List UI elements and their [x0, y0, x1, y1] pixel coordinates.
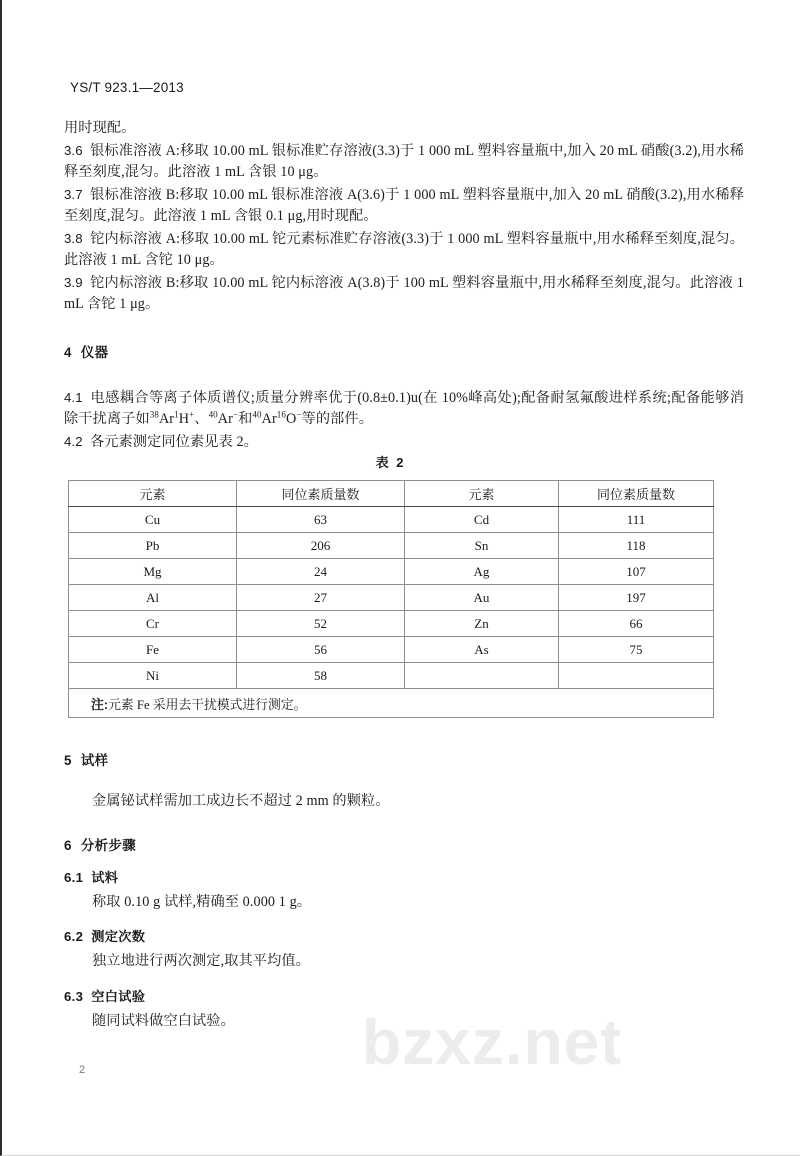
- cell-mass-1: 56: [237, 637, 405, 663]
- subsection-6-3-body: 随同试料做空白试验。: [92, 1012, 235, 1029]
- clause-3-8-text: 铊内标溶液 A:移取 10.00 mL 铊元素标准贮存溶液(3.3)于 1 000 mL 塑料容量瓶中,用水稀释至刻度,混匀。此溶液 1 mL 含铊 10 μg。: [64, 230, 745, 268]
- clause-3-7-number: 3.7: [64, 186, 83, 202]
- column-header-element-2: 元素: [405, 481, 559, 507]
- page-header: [70, 80, 184, 95]
- clause-3-9-text: 铊内标溶液 B:移取 10.00 mL 铊内标溶液 A(3.8)于 100 mL 塑料容量瓶中,用水稀释至刻度,混匀。此溶液 1 mL 含铊 1 μg。: [64, 274, 744, 312]
- table-row: [69, 559, 714, 585]
- clause-3-6-number: 3.6: [64, 142, 83, 158]
- cell-element-2: Cd: [405, 507, 559, 533]
- table-row: [69, 637, 714, 663]
- page-number: 2: [79, 1064, 86, 1076]
- clause-3-6-text: 银标准溶液 A:移取 10.00 mL 银标准贮存溶液(3.3)于 1 000 mL 塑料容量瓶中,加入 20 mL 硝酸(3.2),用水稀释至刻度,混匀。此溶液 1 mL 含银 10 μg。: [64, 142, 744, 180]
- subsection-6-3-number: 6.3: [64, 988, 84, 1004]
- section-4-number: 4: [64, 344, 72, 360]
- table-row: [69, 611, 714, 637]
- ion2-mass: 40: [208, 409, 218, 420]
- cell-element-2: As: [405, 637, 559, 663]
- cell-mass-1: 206: [237, 533, 405, 559]
- cell-mass-1: 63: [237, 507, 405, 533]
- subsection-6-2-number: 6.2: [64, 929, 84, 944]
- section-5-number: 5: [64, 753, 72, 768]
- cell-element-2: Ag: [405, 559, 559, 585]
- cell-element-1: Mg: [69, 559, 237, 585]
- cell-mass-2: 75: [559, 637, 714, 663]
- clause-4-2-number: 4.2: [64, 433, 83, 449]
- table-row: [69, 533, 714, 559]
- ion3-oxygen: O: [286, 411, 297, 427]
- ion-separator-1: 、: [194, 411, 209, 427]
- clause-3-7: [64, 184, 744, 228]
- subsection-6-1-heading: [64, 867, 744, 886]
- subsection-6-2-heading: [64, 926, 744, 945]
- cell-mass-2: 107: [559, 559, 714, 585]
- cell-element-1: Fe: [69, 637, 237, 663]
- subsection-6-1-body: 称取 0.10 g 试样,精确至 0.000 1 g。: [92, 893, 312, 910]
- ion1-charge: +: [189, 409, 195, 420]
- cell-mass-1: 52: [237, 611, 405, 637]
- cell-mass-1: 58: [237, 663, 405, 689]
- table-note: [69, 689, 714, 718]
- table-head: [69, 481, 714, 507]
- ion3-charge: −: [296, 409, 302, 420]
- cell-mass-2: 66: [559, 611, 714, 637]
- ion1-h-mass: 1: [174, 409, 179, 420]
- cell-element-1: Al: [69, 585, 237, 611]
- clause-3-8-number: 3.8: [64, 230, 83, 246]
- subsection-6-2-title: 测定次数: [91, 929, 146, 944]
- ion2-element: Ar: [217, 411, 233, 427]
- ion3-element: Ar: [261, 411, 277, 427]
- cell-element-2: Au: [405, 585, 559, 611]
- subsection-6-1-number: 6.1: [64, 869, 84, 885]
- ion1-mass: 38: [149, 409, 159, 420]
- cell-element-1: Cr: [69, 611, 237, 637]
- table-header-row: [69, 481, 714, 507]
- ion1-hydrogen: H: [178, 411, 190, 427]
- isotope-table: [68, 480, 714, 718]
- cell-element-1: Cu: [69, 507, 237, 533]
- intro-line: 用时现配。: [64, 120, 136, 136]
- clause-3-9: [64, 272, 744, 316]
- ion3-mass: 40: [252, 409, 262, 420]
- cell-mass-2-empty: [559, 663, 714, 689]
- cell-mass-1: 24: [237, 559, 405, 585]
- clause-4-1-text-part1: 电感耦合等离子体质谱仪;质量分辨率优于(0.8±0.1)u(在 10%峰高处);配备耐氢氟酸进样系统;配备能够消除干扰离子如: [64, 389, 745, 427]
- section-6-heading: [64, 835, 744, 854]
- cell-mass-2: 118: [559, 533, 714, 559]
- cell-element-2: Zn: [405, 611, 559, 637]
- cell-element-2: Sn: [405, 533, 559, 559]
- section-5-title: 试样: [80, 753, 109, 768]
- subsection-6-2-body: 独立地进行两次测定,取其平均值。: [92, 953, 310, 969]
- standard-code: YS/T 923.1—2013: [70, 80, 184, 95]
- table-note-text: 元素 Fe 采用去干扰模式进行测定。: [108, 697, 307, 712]
- clause-4-1: [64, 387, 744, 431]
- table-row: [69, 663, 714, 689]
- cell-element-2-empty: [405, 663, 559, 689]
- column-header-element-1: 元素: [69, 481, 237, 507]
- lower-body: [64, 750, 744, 1032]
- cell-element-1: Ni: [69, 663, 237, 689]
- clause-3-8: [64, 228, 744, 272]
- clause-3-6: [64, 140, 744, 184]
- cell-mass-1: 27: [237, 585, 405, 611]
- clause-4-1-number: 4.1: [64, 389, 83, 405]
- subsection-6-3-title: 空白试验: [91, 988, 146, 1004]
- table-note-row: [69, 689, 714, 718]
- clause-4-2-text: 各元素测定同位素见表 2。: [89, 433, 258, 450]
- cell-mass-2: 111: [559, 507, 714, 533]
- upper-body: [64, 118, 744, 453]
- section-6-title: 分析步骤: [80, 837, 137, 853]
- section-4-heading: [64, 342, 744, 361]
- cell-mass-2: 197: [559, 585, 714, 611]
- section-6-number: 6: [64, 837, 72, 853]
- table-body: [69, 507, 714, 718]
- ion3-o-mass: 16: [276, 409, 286, 420]
- section-4-title: 仪器: [80, 344, 109, 360]
- cell-element-1: Pb: [69, 533, 237, 559]
- table-2-caption: 表 2: [375, 455, 406, 470]
- column-header-mass-1: 同位素质量数: [237, 481, 405, 507]
- section-5-body: 金属铋试样需加工成边长不超过 2 mm 的颗粒。: [92, 793, 390, 809]
- clause-4-2: [64, 431, 744, 454]
- clause-4-1-text-part2: 等的部件。: [301, 411, 373, 427]
- subsection-6-3-heading: [64, 986, 744, 1005]
- ion-separator-2: 和: [238, 411, 253, 427]
- table-2-container: [68, 452, 713, 718]
- table-note-label: 注:: [91, 696, 109, 712]
- ion1-element: Ar: [158, 411, 175, 427]
- section-5-heading: [64, 750, 744, 769]
- clause-3-7-text: 银标准溶液 B:移取 10.00 mL 银标准溶液 A(3.6)于 1 000 mL 塑料容量瓶中,加入 20 mL 硝酸(3.2),用水稀释至刻度,混匀。此溶液 1 mL 含银 0.1 μg,用时现配。: [64, 186, 744, 224]
- table-row: [69, 507, 714, 533]
- subsection-6-1-title: 试料: [91, 869, 119, 885]
- watermark-text: bzxz.net: [362, 1006, 623, 1078]
- column-header-mass-2: 同位素质量数: [559, 481, 714, 507]
- ion2-charge: −: [232, 409, 239, 420]
- clause-3-9-number: 3.9: [64, 274, 83, 290]
- table-row: [69, 585, 714, 611]
